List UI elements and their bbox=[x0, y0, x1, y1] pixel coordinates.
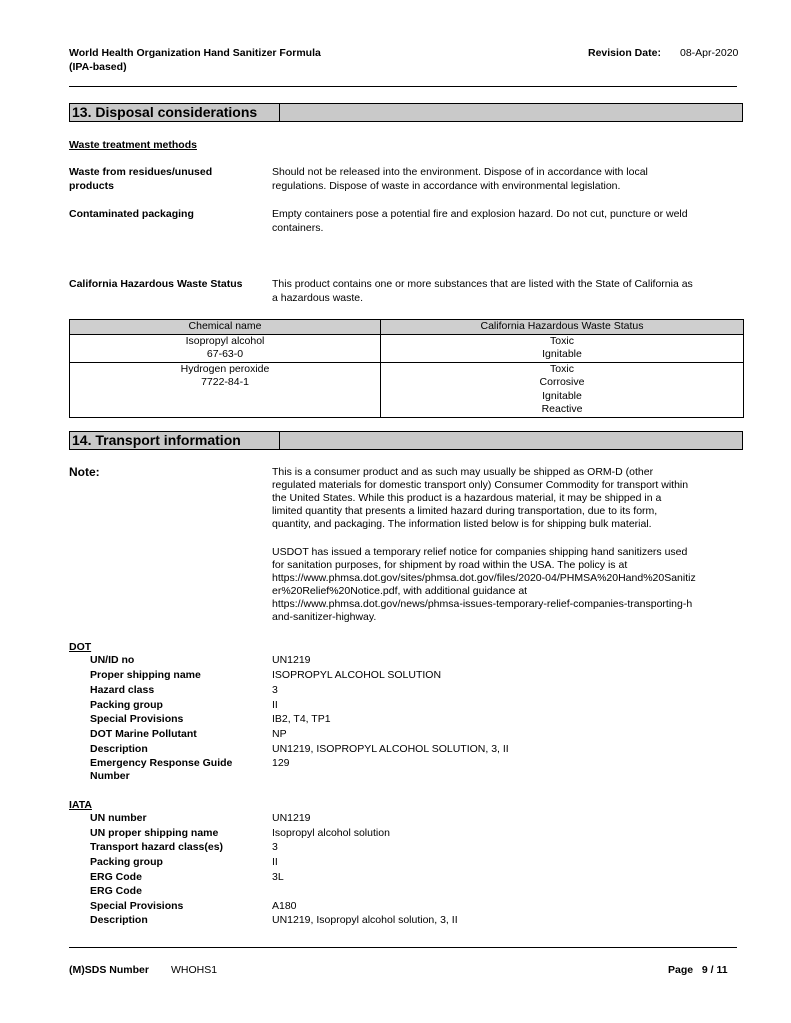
section-13-bar bbox=[69, 103, 743, 122]
dot-label: Special Provisions bbox=[90, 713, 184, 725]
note-p1-line: regulated materials for domestic transport only) Consumer Commodity for transport within bbox=[272, 479, 689, 491]
dot-label: Emergency Response Guide bbox=[90, 757, 233, 769]
table-row bbox=[70, 334, 744, 362]
iata-label: Packing group bbox=[90, 856, 163, 868]
note-p1-line: limited quantity that presents a limited hazard during transportation, due to its form, bbox=[272, 505, 658, 517]
status-value: Corrosive bbox=[539, 376, 585, 388]
dot-value: NP bbox=[272, 728, 287, 740]
revision-date: 08-Apr-2020 bbox=[680, 47, 739, 59]
dot-value: UN1219, ISOPROPYL ALCOHOL SOLUTION, 3, II bbox=[272, 743, 509, 755]
cas-number: 67-63-0 bbox=[206, 348, 244, 360]
dot-value: ISOPROPYL ALCOHOL SOLUTION bbox=[272, 669, 442, 681]
iata-value: UN1219 bbox=[272, 812, 311, 824]
sds-number-label: (M)SDS Number bbox=[69, 964, 149, 976]
waste-residues-label-1: Waste from residues/unused bbox=[69, 166, 213, 178]
iata-label: Special Provisions bbox=[90, 900, 184, 912]
note-p2-line: https://www.phmsa.dot.gov/news/phmsa-issues-temporary-relief-companies-transporting-h bbox=[272, 598, 693, 610]
iata-value: 3L bbox=[272, 871, 284, 883]
dot-label: Proper shipping name bbox=[90, 669, 201, 681]
status-value: Ignitable bbox=[542, 348, 582, 360]
contaminated-packaging-text-1: Empty containers pose a potential fire and explosion hazard. Do not cut, puncture or weld bbox=[272, 208, 688, 220]
note-p2-line: USDOT has issued a temporary relief notice for companies shipping hand sanitizers used bbox=[272, 546, 688, 558]
dot-value: 129 bbox=[272, 757, 290, 769]
iata-label: ERG Code bbox=[90, 871, 142, 883]
iata-value: II bbox=[272, 856, 278, 868]
note-p2-line: for sanitation purposes, for shipment by road within the USA. The policy is at bbox=[272, 559, 628, 571]
chemical-cell bbox=[70, 334, 381, 362]
section-13-title: 13. Disposal considerations bbox=[72, 104, 280, 121]
page-indicator bbox=[668, 964, 728, 977]
california-status-label: California Hazardous Waste Status bbox=[69, 278, 243, 290]
california-status-text-1: This product contains one or more substances that are listed with the State of California as bbox=[272, 278, 693, 290]
status-value: Toxic bbox=[550, 362, 574, 375]
note-p1-line: This is a consumer product and as such may usually be shipped as ORM-D (other bbox=[272, 466, 654, 478]
iata-heading: IATA bbox=[69, 799, 92, 811]
dot-heading: DOT bbox=[69, 641, 92, 653]
dot-label: Packing group bbox=[90, 699, 163, 711]
revision-label: Revision Date: bbox=[588, 47, 661, 59]
dot-value: IB2, T4, TP1 bbox=[272, 713, 331, 725]
dot-label: UN/ID no bbox=[90, 654, 135, 666]
note-p2-line: er%20Relief%20Notice.pdf, with additional guidance at bbox=[272, 585, 528, 597]
dot-label: Description bbox=[90, 743, 148, 755]
sds-number-value: WHOHS1 bbox=[171, 964, 218, 976]
waste-residues-label-2: products bbox=[69, 180, 114, 192]
product-name: World Health Organization Hand Sanitizer Formula bbox=[69, 47, 321, 59]
header-divider bbox=[69, 86, 737, 87]
chemical-cell bbox=[70, 362, 381, 417]
iata-label: Description bbox=[90, 914, 148, 926]
page-separator: / bbox=[710, 964, 714, 976]
status-cell bbox=[381, 362, 744, 417]
dot-label-continued: Number bbox=[90, 770, 130, 782]
note-p1-line: the United States. While this product is a hazardous material, it may be shipped in a bbox=[272, 492, 662, 504]
waste-residues-text-2: regulations. Dispose of waste in accordance with environmental legislation. bbox=[272, 180, 621, 192]
section-14-title: 14. Transport information bbox=[72, 432, 280, 449]
footer-divider bbox=[69, 947, 737, 948]
dot-value: 3 bbox=[272, 684, 278, 696]
waste-treatment-subhead: Waste treatment methods bbox=[69, 139, 197, 151]
page-label: Page bbox=[668, 964, 694, 976]
iata-value: A180 bbox=[272, 900, 297, 912]
dot-label: DOT Marine Pollutant bbox=[90, 728, 197, 740]
col-california-status: California Hazardous Waste Status bbox=[381, 320, 744, 335]
note-p2-line: https://www.phmsa.dot.gov/sites/phmsa.dot.gov/files/2020-04/PHMSA%20Hand%20Sanitiz bbox=[272, 572, 696, 584]
california-status-text-2: a hazardous waste. bbox=[272, 292, 364, 304]
dot-value: UN1219 bbox=[272, 654, 311, 666]
california-hazard-table bbox=[69, 319, 744, 418]
page-total: 11 bbox=[716, 964, 728, 976]
iata-label: UN number bbox=[90, 812, 147, 824]
section-14-bar bbox=[69, 431, 743, 450]
note-p2-line: and-sanitizer-highway. bbox=[272, 611, 377, 623]
waste-residues-text-1: Should not be released into the environment. Dispose of in accordance with local bbox=[272, 166, 648, 178]
contaminated-packaging-text-2: containers. bbox=[272, 222, 324, 234]
iata-value: 3 bbox=[272, 841, 278, 853]
iata-value: UN1219, Isopropyl alcohol solution, 3, II bbox=[272, 914, 458, 926]
note-label: Note: bbox=[69, 465, 100, 479]
iata-label: Transport hazard class(es) bbox=[90, 841, 224, 853]
product-variant: (IPA-based) bbox=[69, 61, 127, 73]
contaminated-packaging-label: Contaminated packaging bbox=[69, 208, 194, 220]
iata-value: Isopropyl alcohol solution bbox=[272, 827, 390, 839]
page-current: 9 bbox=[701, 964, 708, 976]
chemical-name: Isopropyl alcohol bbox=[185, 334, 265, 347]
status-cell bbox=[381, 334, 744, 362]
table-row bbox=[70, 362, 744, 417]
status-value: Reactive bbox=[541, 403, 583, 415]
status-value: Ignitable bbox=[542, 389, 582, 402]
dot-value: II bbox=[272, 699, 278, 711]
status-value: Toxic bbox=[550, 334, 574, 347]
note-p1-line: quantity, and packaging. The information listed below is for shipping bulk material. bbox=[272, 518, 652, 530]
col-chemical-name: Chemical name bbox=[70, 320, 381, 335]
iata-label: UN proper shipping name bbox=[90, 827, 219, 839]
table-header-row bbox=[70, 320, 744, 335]
cas-number: 7722-84-1 bbox=[201, 376, 249, 388]
dot-label: Hazard class bbox=[90, 684, 155, 696]
chemical-name: Hydrogen peroxide bbox=[180, 362, 270, 375]
iata-label: ERG Code bbox=[90, 885, 142, 897]
